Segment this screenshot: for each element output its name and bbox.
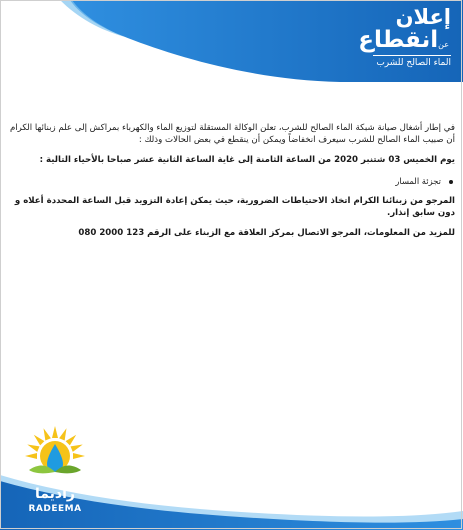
brand-name-arabic: راديما [35,486,75,502]
district-name: تجزئة المسار [395,175,441,186]
header-divider [373,55,451,56]
notice-schedule: يوم الخميس 03 شتنبر 2020 من الساعة الثامنة إلى غاية الساعة الثانية عشر صباحا بالأحياء التالية : [39,155,455,166]
footer-banner [0,415,463,530]
notice-contact: للمزيد من المعلومات، المرجو الاتصال بمركز العلاقة مع الزبناء على الرقم 123 2000 080 [78,228,455,239]
notice-intro-paragraph: في إطار أشغال صيانة شبكة الماء الصالح للشرب، تعلن الوكالة المستقلة لتوزيع الماء والكهرباء بمراكش إلى علم زبنائها الكرام أن صبيب الماء الصالح للشرب سيعرف انخفاضاً ويمكن أن ينقطع في بعض الحالات وذلك : [9,123,455,146]
district-list-item [8,175,455,187]
header-title-line2: انقطاع [358,27,439,53]
brand-name-latin: RADEEMA [28,504,82,514]
radeema-logo [14,424,96,524]
header-title-line1: إعلان [395,5,451,29]
sun-water-drop-icon [14,424,96,494]
bullet-icon [449,180,453,184]
header-banner [0,0,463,82]
header-subtitle: الماء الصالح للشرب [376,58,451,68]
header-title [358,6,451,52]
header-title-an: عن [438,40,449,49]
notice-advice: المرجو من زبنائنا الكرام اتخاذ الاحتياطات الضرورية، حيث يمكن إعادة التزويد قبل الساعة المحددة أعلاه و دون سابق إنذار. [14,195,455,218]
notice-body [8,122,455,247]
